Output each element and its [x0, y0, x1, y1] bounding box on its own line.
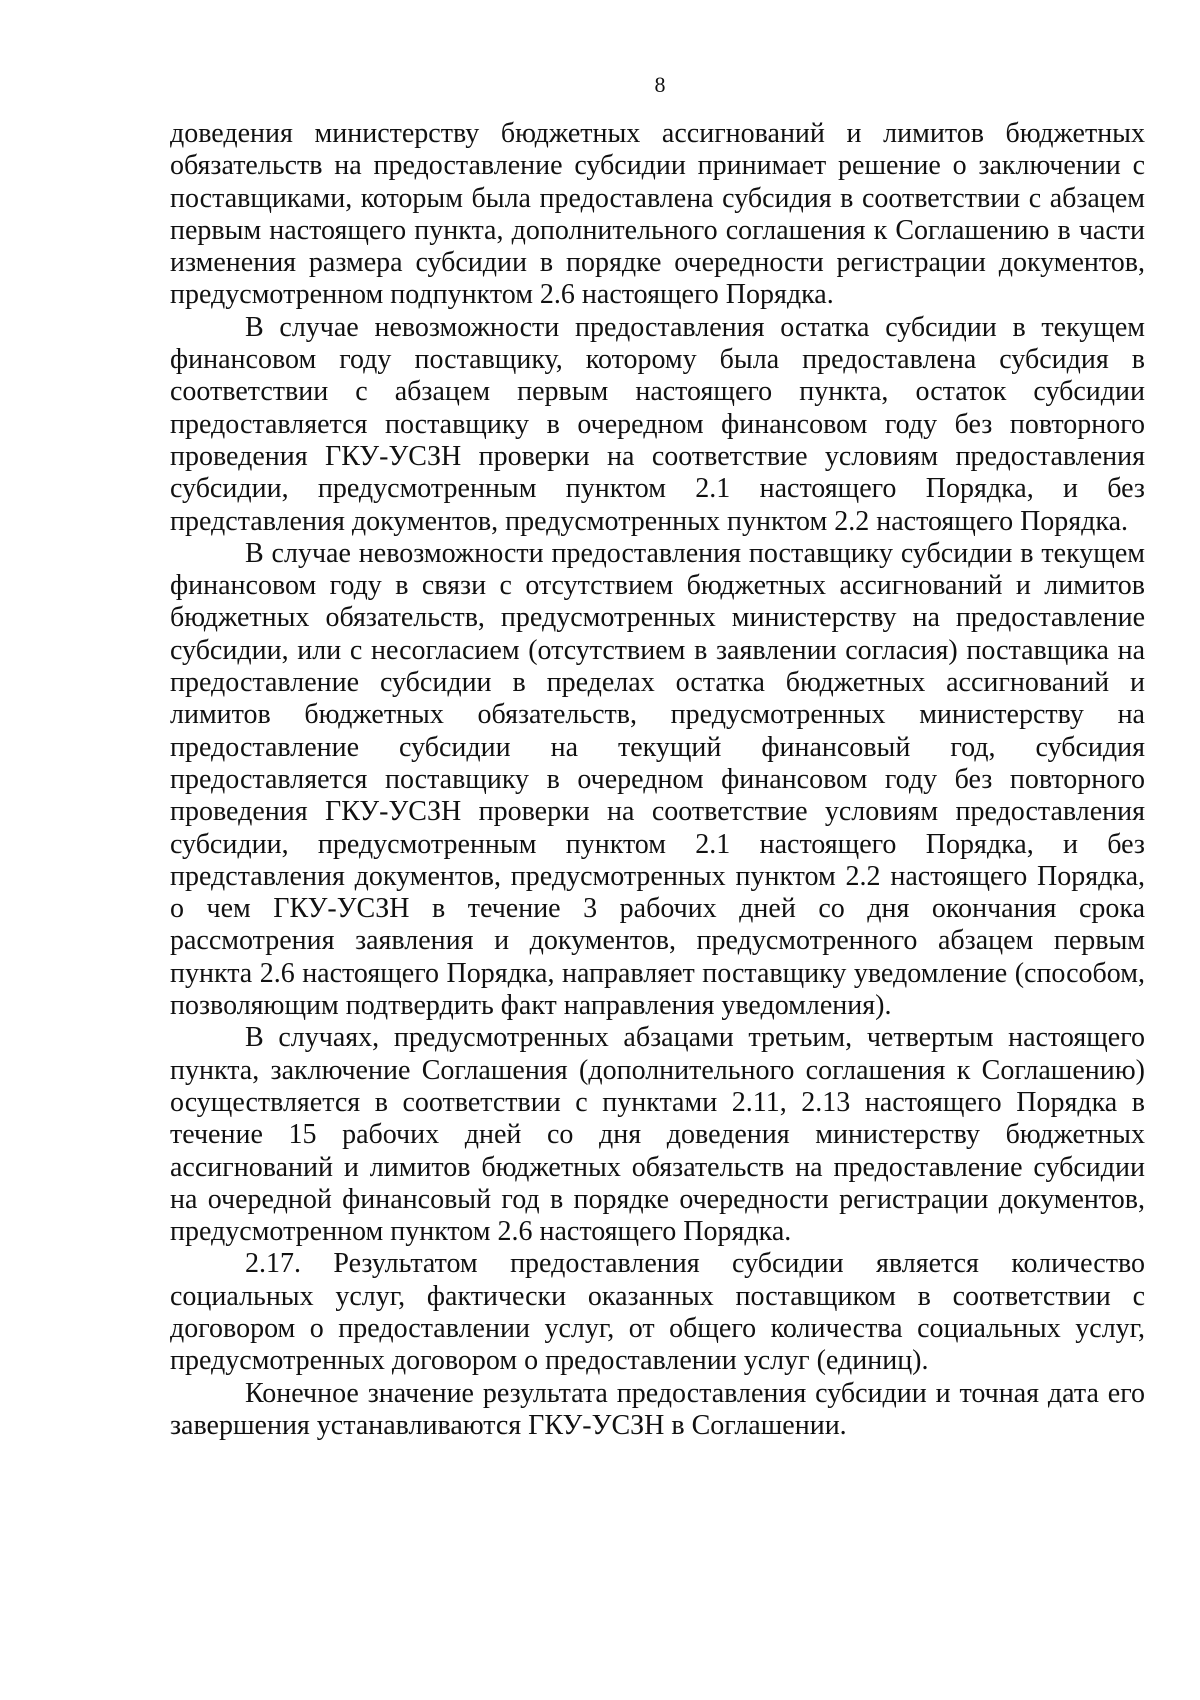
- paragraph-agreement-conclusion: В случаях, предусмотренных абзацами третьим, четвертым настоящего пункта, заключение Соглашения (дополнительного соглашения к Соглашению) осуществляется в соответствии с пунктами 2.11, 2.13 настоящего Порядка в течение 15 рабочих дней со дня доведения министерству бюджетных ассигнований и лимитов бюджетных обязательств на предоставление субсидии на очередной финансовый год в порядке очередности регистрации документов, предусмотренном пунктом 2.6 настоящего Порядка.: [170, 1022, 1145, 1248]
- document-body: [170, 118, 1145, 1442]
- paragraph-impossibility-of-subsidy: В случае невозможности предоставления поставщику субсидии в текущем финансовом году в связи с отсутствием бюджетных ассигнований и лимитов бюджетных обязательств, предусмотренных министерству на предоставление субсидии, или с несогласием (отсутствием в заявлении согласия) поставщика на предоставление субсидии в пределах остатка бюджетных ассигнований и лимитов бюджетных обязательств, предусмотренных министерству на предоставление субсидии на текущий финансовый год, субсидия предоставляется поставщику в очередном финансовом году без повторного проведения ГКУ-УСЗН проверки на соответствие условиям предоставления субсидии, предусмотренным пунктом 2.1 настоящего Порядка, и без представления документов, предусмотренных пунктом 2.2 настоящего Порядка, о чем ГКУ-УСЗН в течение 3 рабочих дней со дня окончания срока рассмотрения заявления и документов, предусмотренного абзацем первым пункта 2.6 настоящего Порядка, направляет поставщику уведомление (способом, позволяющим подтвердить факт направления уведомления).: [170, 537, 1145, 1022]
- paragraph-remaining-subsidy: В случае невозможности предоставления остатка субсидии в текущем финансовом году поставщику, которому была предоставлена субсидия в соответствии с абзацем первым настоящего пункта, остаток субсидии предоставляется поставщику в очередном финансовом году без повторного проведения ГКУ-УСЗН проверки на соответствие условиям предоставления субсидии, предусмотренным пунктом 2.1 настоящего Порядка, и без представления документов, предусмотренных пунктом 2.2 настоящего Порядка.: [170, 311, 1145, 537]
- paragraph-final-result-value: Конечное значение результата предоставления субсидии и точная дата его завершения устанавливаются ГКУ-УСЗН в Соглашении.: [170, 1377, 1145, 1441]
- paragraph-continuation: доведения министерству бюджетных ассигнований и лимитов бюджетных обязательств на предоставление субсидии принимает решение о заключении с поставщиками, которым была предоставлена субсидия в соответствии с абзацем первым настоящего пункта, дополнительного соглашения к Соглашению в части изменения размера субсидии в порядке очередности регистрации документов, предусмотренном подпунктом 2.6 настоящего Порядка.: [170, 118, 1145, 311]
- page-number: 8: [654, 72, 666, 97]
- paragraph-clause-2-17: 2.17. Результатом предоставления субсидии является количество социальных услуг, фактически оказанных поставщиком в соответствии с договором о предоставлении услуг, от общего количества социальных услуг, предусмотренных договором о предоставлении услуг (единиц).: [170, 1248, 1145, 1377]
